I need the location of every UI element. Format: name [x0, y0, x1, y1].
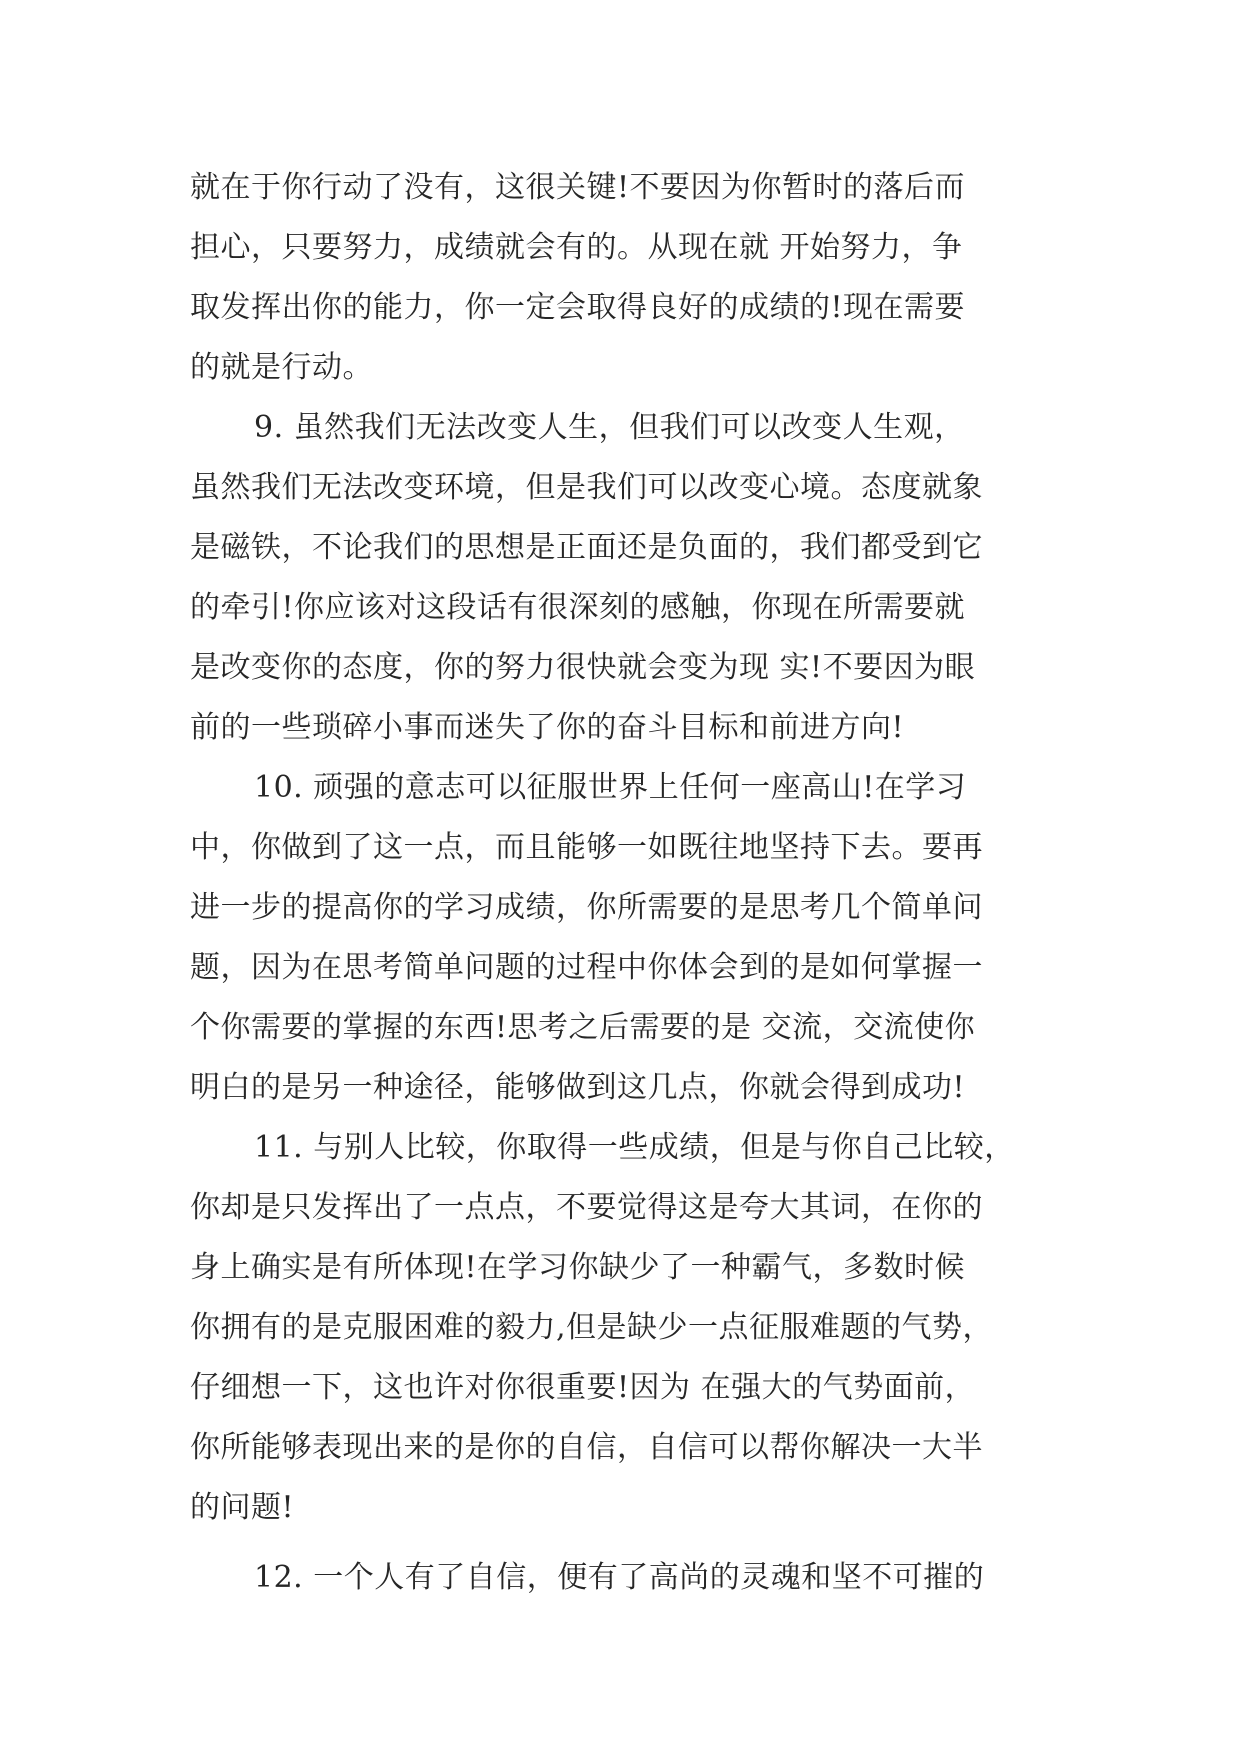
text-line: 是改变你的态度，你的努力很快就会变为现 实!不要因为眼 — [190, 650, 976, 685]
text-line: 明白的是另一种途径，能够做到这几点，你就会得到成功! — [190, 1070, 966, 1105]
text-line: 你却是只发挥出了一点点，不要觉得这是夸大其词，在你的 — [190, 1190, 983, 1225]
text-line: 进一步的提高你的学习成绩，你所需要的是思考几个简单问 — [190, 890, 983, 925]
text-line: 你拥有的是克服困难的毅力,但是缺少一点征服难题的气势， — [190, 1310, 994, 1345]
text-line: 担心，只要努力，成绩就会有的。从现在就 开始努力，争 — [190, 230, 963, 265]
document-body — [190, 158, 1060, 1608]
text-line: 中，你做到了这一点，而且能够一如既往地坚持下去。要再 — [190, 830, 983, 865]
text-line: 你所能够表现出来的是你的自信，自信可以帮你解决一大半 — [190, 1430, 983, 1465]
paragraph-11-first-line: 11. 与别人比较，你取得一些成绩，但是与你自己比较， — [254, 1130, 1015, 1165]
text-line: 题，因为在思考简单问题的过程中你体会到的是如何掌握一 — [190, 950, 983, 985]
text-line: 是磁铁，不论我们的思想是正面还是负面的，我们都受到它 — [190, 530, 983, 565]
text-line: 个你需要的掌握的东西!思考之后需要的是 交流，交流使你 — [190, 1010, 976, 1045]
paragraph-10-first-line: 10. 顽强的意志可以征服世界上任何一座高山!在学习 — [254, 770, 967, 805]
text-line: 取发挥出你的能力，你一定会取得良好的成绩的!现在需要 — [190, 290, 966, 325]
text-line: 前的一些琐碎小事而迷失了你的奋斗目标和前进方向! — [190, 710, 905, 745]
paragraph-9-first-line: 9. 虽然我们无法改变人生，但我们可以改变人生观， — [254, 410, 965, 445]
text-line: 身上确实是有所体现!在学习你缺少了一种霸气，多数时候 — [190, 1250, 966, 1285]
text-line: 仔细想一下，这也许对你很重要!因为 在强大的气势面前， — [190, 1370, 976, 1405]
text-line: 的就是行动。 — [190, 350, 373, 385]
text-line: 的牵引!你应该对这段话有很深刻的感触，你现在所需要就 — [190, 590, 966, 625]
text-line: 虽然我们无法改变环境，但是我们可以改变心境。态度就象 — [190, 470, 983, 505]
paragraph-12-first-line: 12. 一个人有了自信，便有了高尚的灵魂和坚不可摧的 — [254, 1560, 985, 1595]
text-line: 的问题! — [190, 1490, 295, 1525]
text-line: 就在于你行动了没有，这很关键!不要因为你暂时的落后而 — [190, 170, 966, 205]
